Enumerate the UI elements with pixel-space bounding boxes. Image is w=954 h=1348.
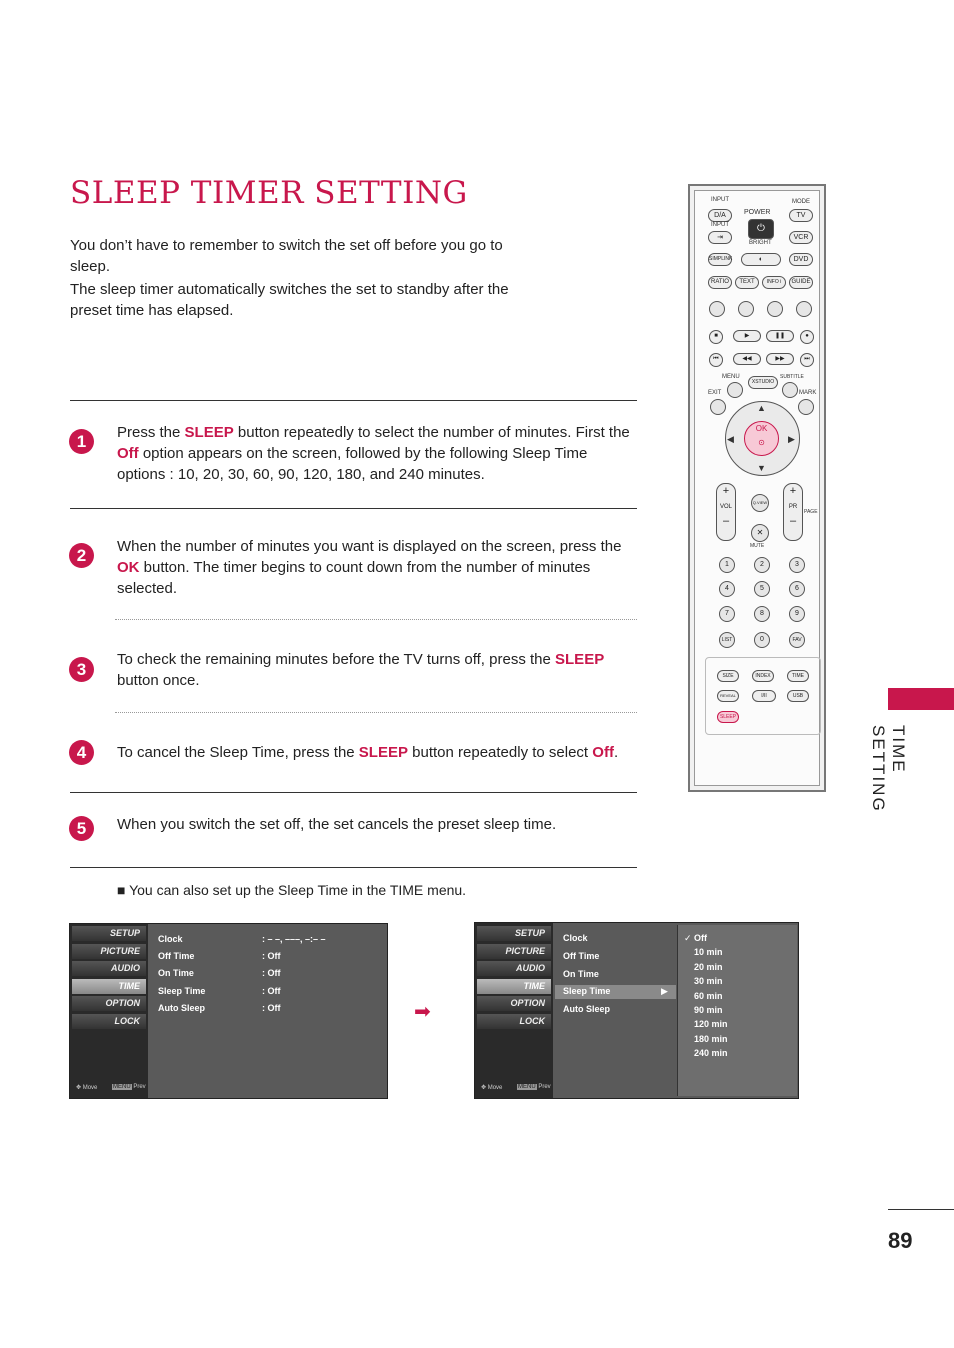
vcr-button[interactable]: VCR xyxy=(789,231,813,244)
step-3-text: To check the remaining minutes before the TV turns off, press the SLEEP button once. xyxy=(117,651,605,689)
osd-row-on-time-value: : Off xyxy=(262,968,281,978)
osd-menu-time[interactable]: TIME xyxy=(477,979,551,994)
step-number-2: 2 xyxy=(69,543,94,568)
osd-row-off-time[interactable]: Off Time xyxy=(158,951,195,961)
osd-menu-before xyxy=(69,923,388,1099)
osd-row-clock[interactable]: Clock xyxy=(563,933,588,943)
blue-color-button[interactable] xyxy=(796,301,812,317)
usb-button[interactable]: USB xyxy=(787,690,809,702)
left-arrow-icon[interactable]: ◀ xyxy=(727,434,734,444)
step-number-1: 1 xyxy=(69,429,94,454)
mark-label: MARK xyxy=(799,390,817,396)
dvd-button[interactable]: DVD xyxy=(789,253,813,266)
xstudio-button[interactable]: XSTUDIO xyxy=(748,376,778,389)
page-label: PAGE xyxy=(804,509,818,515)
right-arrow-icon[interactable]: ▶ xyxy=(788,434,795,444)
osd-sidebar xyxy=(475,923,553,1098)
digit-4-button[interactable]: 4 xyxy=(719,581,735,597)
osd-row-on-time[interactable]: On Time xyxy=(563,969,599,979)
page-number-rule xyxy=(888,1209,954,1210)
osd-menu-lock[interactable]: LOCK xyxy=(477,1014,551,1029)
osd-menu-audio[interactable]: AUDIO xyxy=(72,961,146,976)
qview-button[interactable]: Q.VIEW xyxy=(751,494,769,512)
osd-menu-lock[interactable]: LOCK xyxy=(72,1014,146,1029)
off-keyword: Off xyxy=(117,445,139,462)
osd-menu-setup[interactable]: SETUP xyxy=(477,926,551,941)
step-4-text: To cancel the Sleep Time, press the SLEEP button repeatedly to select Off. xyxy=(117,744,619,761)
option-240-min[interactable]: 240 min xyxy=(694,1048,728,1058)
osd-menu-option[interactable]: OPTION xyxy=(477,996,551,1011)
divider xyxy=(70,400,637,401)
move-hint: ✥ Move xyxy=(481,1085,503,1091)
info-button[interactable]: INFO i xyxy=(762,276,786,289)
exit-button[interactable] xyxy=(710,399,726,415)
submenu-arrow-icon: ▶ xyxy=(661,986,668,996)
check-icon: ✓ xyxy=(684,933,692,943)
guide-button[interactable]: GUIDE xyxy=(789,276,813,289)
dual-audio-button[interactable]: I/II xyxy=(752,690,776,702)
prev-button[interactable]: ⏮ xyxy=(709,353,723,367)
menu-button[interactable] xyxy=(727,382,743,398)
option-120-min[interactable]: 120 min xyxy=(694,1019,728,1029)
exit-label: EXIT xyxy=(708,390,722,396)
osd-sidebar xyxy=(70,924,148,1098)
divider xyxy=(70,867,637,868)
mode-label: MODE xyxy=(792,199,810,205)
digit-3-button[interactable]: 3 xyxy=(789,557,805,573)
pause-button[interactable]: ❚❚ xyxy=(766,330,794,342)
digit-0-button[interactable]: 0 xyxy=(754,632,770,648)
osd-menu-after xyxy=(474,922,799,1099)
osd-row-on-time[interactable]: On Time xyxy=(158,968,194,978)
ok-button[interactable]: OK ⊙ xyxy=(744,421,779,456)
osd-menu-picture[interactable]: PICTURE xyxy=(477,944,551,959)
power-label: POWER xyxy=(744,209,771,216)
remote-control xyxy=(688,184,826,792)
divider xyxy=(70,508,637,509)
digit-5-button[interactable]: 5 xyxy=(754,581,770,597)
bright-label: BRIGHT xyxy=(749,240,772,246)
step-number-4: 4 xyxy=(69,740,94,765)
option-90-min[interactable]: 90 min xyxy=(694,1005,723,1015)
sleep-button[interactable]: SLEEP xyxy=(717,711,739,723)
sleep-keyword: SLEEP xyxy=(555,651,605,668)
step-1-text: Press the SLEEP button repeatedly to select the number of minutes. First the Off option appears on the screen, followed by the following Sleep Time options : 10, 20, 30, 60, 90, 120, 180, and 240 minutes. xyxy=(117,424,630,483)
volume-rocker[interactable]: + VOL – xyxy=(716,483,736,541)
section-title-vertical: TIME SETTING xyxy=(869,725,908,813)
program-rocker[interactable]: + PR – xyxy=(783,483,803,541)
prev-hint: MENU Prev xyxy=(518,1084,551,1090)
input-label: INPUT xyxy=(711,197,729,203)
dotted-divider xyxy=(115,712,637,713)
yellow-color-button[interactable] xyxy=(767,301,783,317)
reveal-button[interactable]: REVEAL xyxy=(717,690,739,702)
osd-row-clock[interactable]: Clock xyxy=(158,934,183,944)
digit-2-button[interactable]: 2 xyxy=(754,557,770,573)
ok-keyword: OK xyxy=(117,559,140,576)
ratio-button[interactable]: RATIO xyxy=(708,276,732,289)
osd-menu-audio[interactable]: AUDIO xyxy=(477,961,551,976)
red-color-button[interactable] xyxy=(709,301,725,317)
intro-paragraph-2: The sleep timer automatically switches the set to standby after the preset time has elapsed. xyxy=(70,281,509,319)
time-button[interactable]: TIME xyxy=(787,670,809,682)
digit-9-button[interactable]: 9 xyxy=(789,606,805,622)
bright-rocker[interactable]: ◐ xyxy=(741,253,781,266)
step-number-3: 3 xyxy=(69,657,94,682)
stop-button[interactable]: ■ xyxy=(709,330,723,344)
menu-label: MENU xyxy=(722,374,740,380)
osd-row-clock-value: : – –, –––, –:– – xyxy=(262,934,326,944)
remote-body xyxy=(694,190,820,786)
step-number-5: 5 xyxy=(69,816,94,841)
osd-row-auto-sleep[interactable]: Auto Sleep xyxy=(563,1004,611,1014)
tv-button[interactable]: TV xyxy=(789,209,813,222)
option-off[interactable]: Off xyxy=(694,933,707,943)
rewind-button[interactable]: ◀◀ xyxy=(733,353,761,365)
osd-menu-setup[interactable]: SETUP xyxy=(72,926,146,941)
osd-menu-time[interactable]: TIME xyxy=(72,979,146,994)
text-button[interactable]: TEXT xyxy=(735,276,759,289)
sleep-keyword: SLEEP xyxy=(358,744,408,761)
off-keyword: Off xyxy=(592,744,614,761)
page-title: SLEEP TIMER SETTING xyxy=(70,175,468,211)
osd-row-sleep-time[interactable]: Sleep Time xyxy=(158,986,206,996)
subtitle-button[interactable] xyxy=(782,382,798,398)
digit-1-button[interactable]: 1 xyxy=(719,557,735,573)
step-5-text: When you switch the set off, the set cancels the preset sleep time. xyxy=(117,816,557,833)
green-color-button[interactable] xyxy=(738,301,754,317)
list-button[interactable]: LIST xyxy=(719,632,735,648)
intro-paragraph-1: You don’t have to remember to switch the set off before you go to sleep. xyxy=(70,237,503,275)
move-hint: ✥ Move xyxy=(76,1085,98,1091)
down-arrow-icon[interactable]: ▼ xyxy=(757,463,766,473)
step-2-text: When the number of minutes you want is displayed on the screen, press the OK button. The timer begins to count down from the number of minutes selected. xyxy=(117,538,622,597)
osd-row-auto-sleep[interactable]: Auto Sleep xyxy=(158,1003,206,1013)
sleep-keyword: SLEEP xyxy=(184,424,234,441)
osd-menu-option[interactable]: OPTION xyxy=(72,996,146,1011)
option-30-min[interactable]: 30 min xyxy=(694,976,723,986)
osd-row-sleep-time-highlight[interactable] xyxy=(555,985,676,999)
fast-forward-button[interactable]: ▶▶ xyxy=(766,353,794,365)
record-button[interactable]: ● xyxy=(800,330,814,344)
digit-7-button[interactable]: 7 xyxy=(719,606,735,622)
page-number: 89 xyxy=(888,1228,913,1253)
up-arrow-icon[interactable]: ▲ xyxy=(757,403,766,413)
index-button[interactable]: INDEX xyxy=(752,670,774,682)
subtitle-label: SUBTITLE xyxy=(780,374,804,380)
osd-row-off-time[interactable]: Off Time xyxy=(563,951,600,961)
size-button[interactable]: SIZE xyxy=(717,670,739,682)
play-button[interactable]: ▶ xyxy=(733,330,761,342)
input-button[interactable]: ⇥ xyxy=(708,231,732,244)
osd-row-auto-sleep-value: : Off xyxy=(262,1003,281,1013)
option-180-min[interactable]: 180 min xyxy=(694,1034,728,1044)
option-60-min[interactable]: 60 min xyxy=(694,991,723,1001)
mute-button[interactable]: ✕ xyxy=(751,524,769,542)
power-button[interactable]: ⏻ xyxy=(748,219,774,239)
prev-hint: MENU Prev xyxy=(113,1084,146,1090)
mark-button[interactable] xyxy=(798,399,814,415)
note-text: ■ You can also set up the Sleep Time in the TIME menu. xyxy=(117,882,467,898)
osd-row-off-time-value: : Off xyxy=(262,951,281,961)
digit-6-button[interactable]: 6 xyxy=(789,581,805,597)
digit-8-button[interactable]: 8 xyxy=(754,606,770,622)
section-tab-marker xyxy=(888,688,954,710)
divider xyxy=(70,792,637,793)
simplink-button[interactable]: SIMPLINK xyxy=(708,253,732,266)
next-button[interactable]: ⏭ xyxy=(800,353,814,367)
osd-menu-picture[interactable]: PICTURE xyxy=(72,944,146,959)
mute-label: MUTE xyxy=(750,543,765,549)
osd-row-sleep-time-value: : Off xyxy=(262,986,281,996)
input-label-2: INPUT xyxy=(711,222,729,228)
sleep-options-popup xyxy=(677,925,797,1096)
option-10-min[interactable]: 10 min xyxy=(694,947,723,957)
dotted-divider xyxy=(115,619,637,620)
right-arrow-icon: ➡ xyxy=(414,1001,431,1023)
osd-row-sleep-time[interactable]: Sleep Time xyxy=(563,986,611,996)
da-button[interactable]: D/A xyxy=(708,209,732,222)
teletext-panel xyxy=(705,657,821,735)
fav-button[interactable]: FAV xyxy=(789,632,805,648)
option-20-min[interactable]: 20 min xyxy=(694,962,723,972)
